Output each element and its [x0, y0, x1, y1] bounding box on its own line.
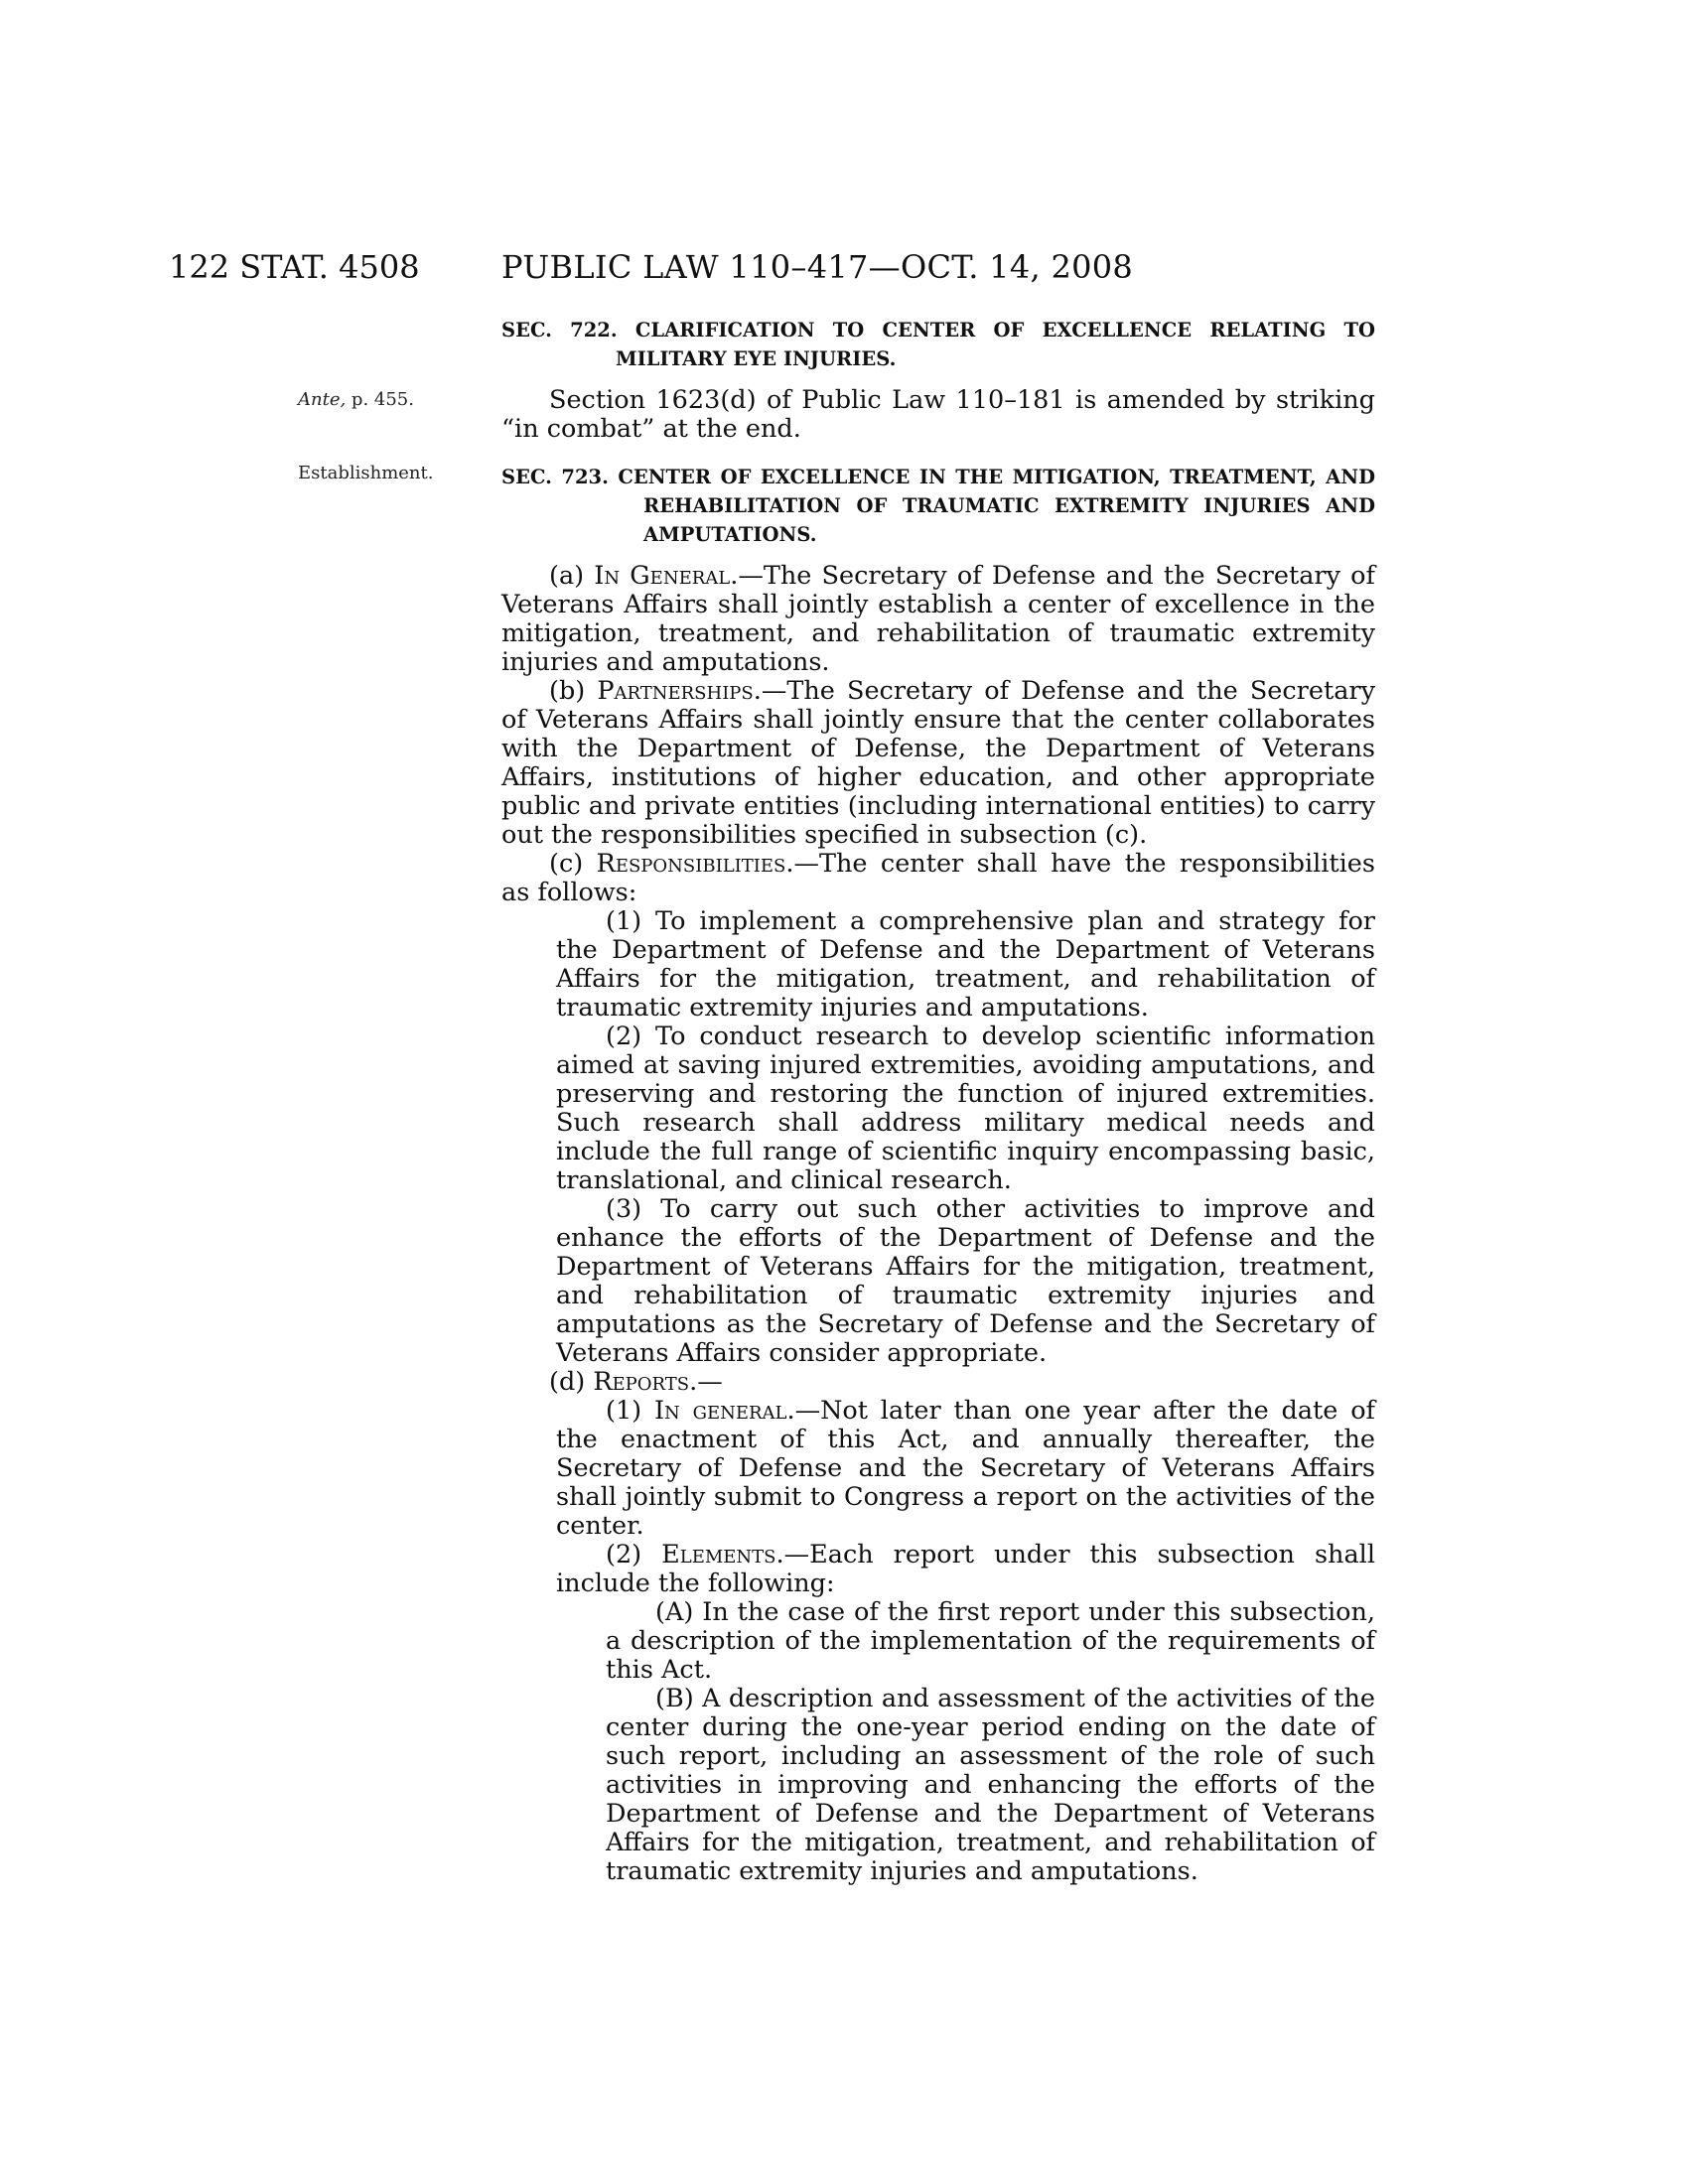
margin-note-ante [298, 389, 414, 410]
margin-note-ante-page: p. 455. [346, 389, 414, 410]
section-722-heading: SEC. 722. CLARIFICATION TO CENTER OF EXCELLENCE RELATING TO MILITARY EYE INJURIES. [501, 319, 1375, 370]
paragraph-c1: (1) To implement a comprehensive plan and strategy for the Department of Defense and the Department of Veterans Affairs for the mitigation, treatment, and rehabilitation of traumatic extremity injuries and amputations. [556, 906, 1375, 1023]
subsection-d-caption: Reports [593, 1367, 690, 1397]
paragraph-d2 [556, 1541, 1375, 1598]
subsection-d-text: .— [689, 1367, 723, 1397]
section-722-body: Section 1623(d) of Public Law 110–181 is amended by striking “in combat” at the end. [501, 385, 1375, 444]
public-law-title: PUBLIC LAW 110–417—OCT. 14, 2008 [501, 248, 1134, 286]
subsection-b-label: (b) [549, 676, 598, 706]
paragraph-d1 [556, 1397, 1375, 1541]
subsection-a-caption: In General [594, 561, 731, 591]
subsection-b-caption: Partnerships [597, 676, 754, 706]
margin-note-ante-italic: Ante, [298, 389, 347, 410]
section-723-heading: SEC. 723. CENTER OF EXCELLENCE IN THE MITIGATION, TREATMENT, AND REHABILITATION OF TRAUMATIC EXTREMITY INJURIES AND AMPUTATIONS. [501, 466, 1375, 546]
paragraph-c2: (2) To conduct research to develop scientific information aimed at saving injured extremities, avoiding amputations, and preserving and restoring the function of injured extremities. Such research shall address military medical needs and include the full range of scientific inquiry encompassing basic, translational, and clinical research. [556, 1022, 1375, 1195]
subsection-c-text: .—The center shall have the responsibilities as follows: [501, 849, 1375, 907]
subparagraph-dB: (B) A description and assessment of the activities of the center during the one-year period ending on the date of such report, including an assessment of the role of such activities in improving and enhancing the efforts of the Department of Defense and the Department of Veterans Affairs for the mitigation, treatment, and rehabilitation of traumatic extremity injuries and amputations. [606, 1684, 1375, 1886]
paragraph-d2-label: (2) [606, 1540, 662, 1570]
paragraph-d2-caption: Elements [661, 1540, 776, 1570]
paragraph-d2-text: .—Each report under this subsection shall include the following: [556, 1540, 1375, 1598]
subparagraph-dA: (A) In the case of the first report under this subsection, a description of the implementation of the requirements of this Act. [606, 1597, 1375, 1685]
subsection-d-label: (d) [549, 1367, 594, 1397]
subsection-c [501, 850, 1375, 907]
section-722 [501, 316, 1375, 444]
subsection-c-caption: Responsibilities [596, 849, 786, 879]
page-header [0, 248, 1688, 288]
margin-note-establishment: Establishment. [298, 463, 434, 483]
paragraph-d1-caption: In general [653, 1396, 787, 1426]
paragraph-d1-label: (1) [606, 1396, 654, 1426]
stat-citation: 122 STAT. 4508 [169, 248, 420, 286]
subsection-b-text: .—The Secretary of Defense and the Secretary of Veterans Affairs shall jointly ensure that the center collaborates with the Department of Defense, the Department of Veterans Affairs, institutions of higher education, and other appropriate public and private entities (including international entities) to carry out the responsibilities specified in subsection (c). [501, 676, 1376, 850]
paragraph-d1-text: .—Not later than one year after the date of the enactment of this Act, and annually thereafter, the Secretary of Defense and the Secretary of Veterans Affairs shall jointly submit to Congress a report on the activities of the center. [556, 1396, 1375, 1541]
section-723 [501, 463, 1375, 1886]
subsection-d [501, 1368, 1375, 1397]
subsection-a [501, 562, 1375, 677]
subsection-a-text: .—The Secretary of Defense and the Secretary of Veterans Affairs shall jointly establish a center of excellence in the mitigation, treatment, and rehabilitation of traumatic extremity injuries and amputations. [501, 561, 1375, 677]
subsection-a-label: (a) [549, 561, 595, 591]
paragraph-c3: (3) To carry out such other activities to improve and enhance the efforts of the Department of Defense and the Department of Veterans Affairs for the mitigation, treatment, and rehabilitation of traumatic extremity injuries and amputations as the Secretary of Defense and the Secretary of Veterans Affairs consider appropriate. [556, 1194, 1375, 1368]
subsection-c-label: (c) [549, 849, 597, 879]
subsection-b [501, 677, 1375, 850]
